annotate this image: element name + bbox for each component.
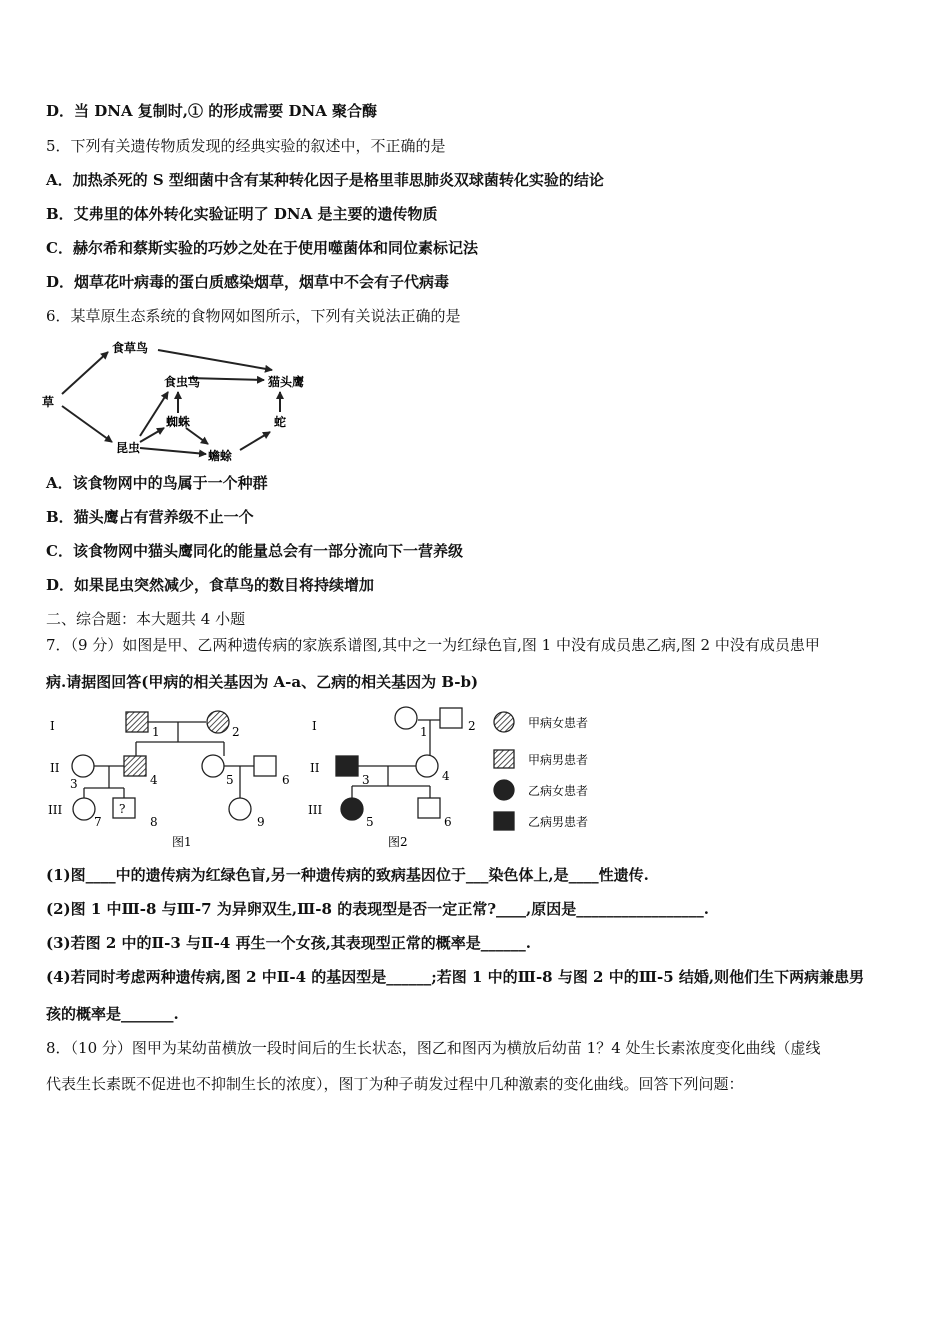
q6-option-c: C．该食物网中猫头鹰同化的能量总会有一部分流向下一营养级 (46, 542, 463, 560)
q5-option-a: A．加热杀死的 S 型细菌中含有某种转化因子是格里菲思肺炎双球菌转化实验的结论 (46, 171, 604, 189)
legend-symbol-2 (494, 750, 514, 768)
fig2-gen-label-3: III (308, 803, 323, 817)
fig1-gen-label-3: III (48, 803, 63, 817)
fig1-gen-label-1: I (50, 719, 55, 733)
legend-symbol-3 (494, 780, 514, 800)
q7-stem-line2: 病.请据图回答(甲病的相关基因为 A-a、乙病的相关基因为 B-b) (46, 673, 479, 691)
q7-sub4-line2: 孩的概率是_______. (46, 1005, 179, 1023)
fig2-num-3: 3 (362, 773, 370, 787)
fig1-num-6: 6 (282, 773, 290, 787)
fig2-gen-label-2: II (310, 761, 320, 775)
fig1-individual-9 (229, 798, 251, 820)
fig2-individual-6 (418, 798, 440, 818)
fig2-gen-label-1: I (312, 719, 317, 733)
edge-grass-insect (62, 406, 112, 442)
legend-label-1: 甲病女患者 (528, 716, 589, 730)
q7-sub3: (3)若图 2 中的Ⅱ-3 与Ⅱ-4 再生一个女孩,其表现型正常的概率是______. (46, 934, 532, 952)
node-herbivore-bird: 食草鸟 (112, 341, 149, 355)
legend-symbol-1 (494, 712, 514, 732)
fig2-num-4: 4 (442, 769, 450, 783)
node-grass: 草 (42, 395, 55, 409)
fig1-individual-1 (126, 712, 148, 732)
node-insectivore-bird: 食虫鸟 (164, 375, 201, 389)
legend-label-4: 乙病男患者 (528, 815, 589, 829)
fig1-individual-4 (124, 756, 146, 776)
fig2-num-2: 2 (468, 719, 476, 733)
food-web-diagram (40, 336, 310, 466)
fig2-individual-3 (336, 756, 358, 776)
q5-option-d: D．烟草花叶病毒的蛋白质感染烟草，烟草中不会有子代病毒 (46, 273, 450, 291)
q4-option-d: D．当 DNA 复制时,① 的形成需要 DNA 聚合酶 (46, 102, 378, 120)
q6-option-a: A．该食物网中的鸟属于一个种群 (46, 474, 268, 492)
fig2-caption: 图2 (388, 835, 408, 849)
fig1-num-4: 4 (150, 773, 158, 787)
edge-toad-snake (240, 432, 270, 450)
fig1-num-8: 8 (150, 815, 158, 829)
fig1-num-9: 9 (257, 815, 265, 829)
fig1-num-5: 5 (226, 773, 234, 787)
q7-sub1: (1)图____中的遗传病为红绿色盲,另一种遗传病的致病基因位于___染色体上,是____性遗传. (46, 866, 649, 884)
fig1-num-3: 3 (70, 777, 78, 791)
node-snake: 蛇 (274, 415, 287, 429)
legend-symbol-4 (494, 812, 514, 830)
q8-line1: 8．（10 分）图甲为某幼苗横放一段时间后的生长状态，图乙和图丙为横放后幼苗 1？4 处生长素浓度变化曲线（虚线 (46, 1039, 821, 1057)
q6-option-d: D．如果昆虫突然减少，食草鸟的数目将持续增加 (46, 576, 375, 594)
fig1-unknown-mark: ? (119, 802, 126, 816)
node-owl: 猫头鹰 (268, 375, 305, 389)
edge-grass-herbivore-bird (62, 352, 108, 394)
edge-spider-toad (186, 428, 208, 444)
fig2-num-5: 5 (366, 815, 374, 829)
fig1-gen-label-2: II (50, 761, 60, 775)
edge-insect-toad (140, 448, 206, 454)
fig1-num-7: 7 (94, 815, 102, 829)
node-insect: 昆虫 (116, 441, 141, 455)
fig1-individual-6 (254, 756, 276, 776)
q8-line2: 代表生长素既不促进也不抑制生长的浓度），图丁为种子萌发过程中几种激素的变化曲线。回答下列问题： (46, 1075, 744, 1093)
q7-stem-line1: 7．（9 分）如图是甲、乙两种遗传病的家族系谱图,其中之一为红绿色盲,图 1 中没有成员患乙病,图 2 中没有成员患甲 (46, 636, 820, 654)
fig1-individual-5 (202, 755, 224, 777)
fig2-num-1: 1 (420, 725, 428, 739)
legend-label-2: 甲病男患者 (528, 753, 589, 767)
q6-option-b: B．猫头鹰占有营养级不止一个 (46, 508, 254, 526)
edge-herbivore-bird-owl (158, 350, 272, 370)
fig2-individual-1 (395, 707, 417, 729)
pedigree-diagram (44, 700, 604, 855)
legend-label-3: 乙病女患者 (528, 784, 589, 798)
section-2-title: 二、综合题：本大题共 4 小题 (46, 610, 246, 628)
q7-sub4-line1: (4)若同时考虑两种遗传病,图 2 中Ⅱ-4 的基因型是______;若图 1 中的Ⅲ-8 与图 2 中的Ⅲ-5 结婚,则他们生下两病兼患男 (46, 968, 865, 986)
q7-sub2: (2)图 1 中Ⅲ-8 与Ⅲ-7 为异卵双生,Ⅲ-8 的表现型是否一定正常?____,原因是_________________. (46, 900, 709, 918)
q5-option-b: B．艾弗里的体外转化实验证明了 DNA 是主要的遗传物质 (46, 205, 438, 223)
fig1-num-2: 2 (232, 725, 240, 739)
q5-stem: 5．下列有关遗传物质发现的经典实验的叙述中，不正确的是 (46, 137, 446, 155)
q5-option-c: C．赫尔希和蔡斯实验的巧妙之处在于使用噬菌体和同位素标记法 (46, 239, 478, 257)
node-toad: 蟾蜍 (208, 449, 233, 463)
q6-stem: 6．某草原生态系统的食物网如图所示，下列有关说法正确的是 (46, 307, 461, 325)
fig2-num-6: 6 (444, 815, 452, 829)
fig1-num-1: 1 (152, 725, 160, 739)
fig2-individual-2 (440, 708, 462, 728)
fig1-individual-7 (73, 798, 95, 820)
edge-insect-insectivore-bird (140, 392, 168, 436)
node-spider: 蜘蛛 (166, 415, 191, 429)
fig2-individual-5 (341, 798, 363, 820)
fig2-individual-4 (416, 755, 438, 777)
fig1-individual-3 (72, 755, 94, 777)
fig1-caption: 图1 (172, 835, 192, 849)
fig1-individual-2 (207, 711, 229, 733)
